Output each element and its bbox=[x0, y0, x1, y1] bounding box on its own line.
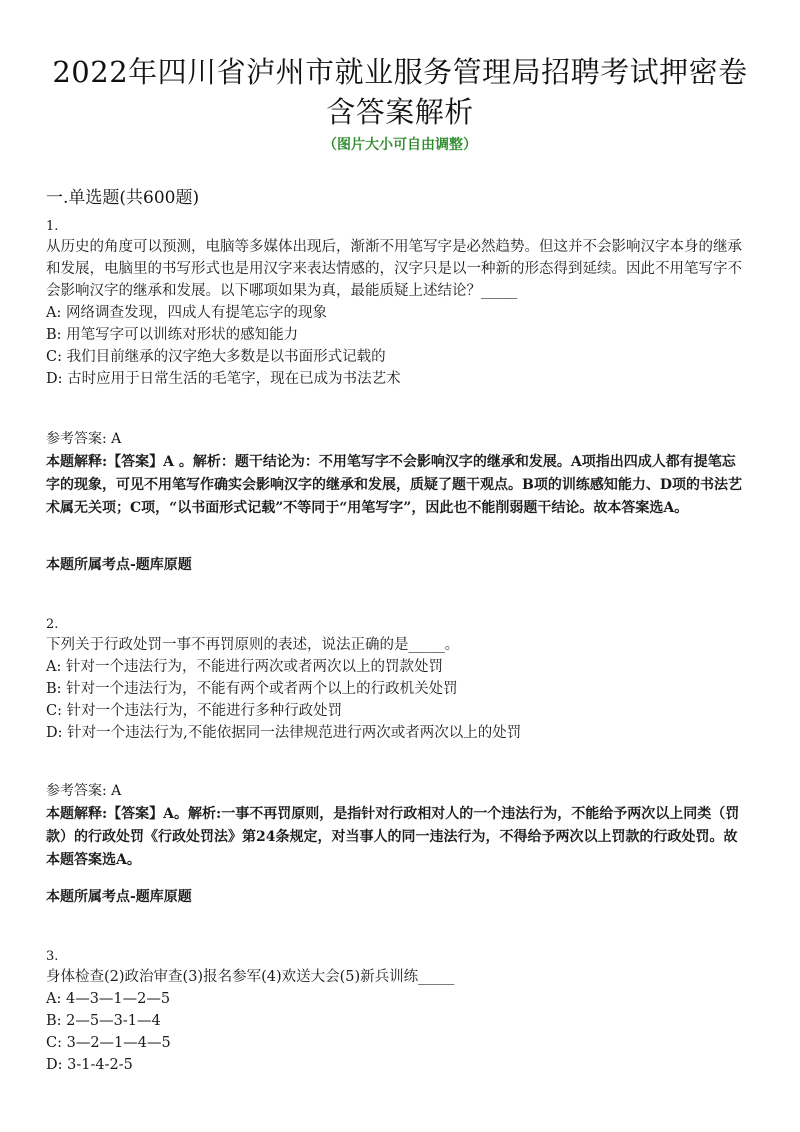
option-b: B: 用笔写字可以训练对形状的感知能力 bbox=[46, 327, 299, 343]
question-1 bbox=[46, 218, 746, 390]
question-3 bbox=[46, 948, 746, 1076]
option-c: C: 3—2—1—4—5 bbox=[46, 1035, 171, 1051]
answer-block-1 bbox=[46, 428, 746, 520]
option-a: A: 4—3—1—2—5 bbox=[46, 991, 171, 1007]
document-title-line-2: 含答案解析 bbox=[326, 95, 474, 129]
option-c: C: 针对一个违法行为，不能进行多种行政处罚 bbox=[46, 703, 343, 719]
question-number: 2. bbox=[46, 617, 59, 632]
question-number: 1. bbox=[46, 219, 59, 234]
answer-label: 参考答案: A bbox=[46, 783, 122, 799]
option-d: D: 针对一个违法行为,不能依据同一法律规范进行两次或者两次以上的处罚 bbox=[46, 725, 522, 741]
option-a: A: 针对一个违法行为，不能进行两次或者两次以上的罚款处罚 bbox=[46, 659, 443, 675]
option-d: D: 古时应用于日常生活的毛笔字，现在已成为书法艺术 bbox=[46, 371, 401, 387]
question-source: 本题所属考点-题库原题 bbox=[46, 889, 192, 905]
question-2 bbox=[46, 616, 746, 744]
option-a: A: 网络调查发现，四成人有提笔忘字的现象 bbox=[46, 305, 327, 321]
question-source: 本题所属考点-题库原题 bbox=[46, 557, 192, 573]
document-subtitle: （图片大小可自由调整） bbox=[323, 137, 477, 153]
answer-explanation: 本题解释:【答案】A。解析:一事不再罚原则，是指针对行政相对人的一个违法行为，不能给予两次以上同类（罚款）的行政处罚《行政处罚法》第24条规定，对当事人的同一违法行为，不得给予两次以上罚款的行政处罚。故本题答案选A。 bbox=[46, 806, 740, 868]
section-heading: 一.单选题(共600题) bbox=[46, 188, 200, 208]
question-stem: 下列关于行政处罚一事不再罚原则的表述，说法正确的是_____。 bbox=[46, 637, 460, 653]
option-b: B: 针对一个违法行为，不能有两个或者两个以上的行政机关处罚 bbox=[46, 681, 458, 697]
answer-block-2 bbox=[46, 780, 746, 872]
question-stem: 身体检查(2)政治审查(3)报名参军(4)欢送大会(5)新兵训练_____ bbox=[46, 969, 455, 985]
option-b: B: 2—5—3-1—4 bbox=[46, 1013, 161, 1029]
answer-explanation: 本题解释:【答案】A 。解析：题干结论为：不用笔写字不会影响汉字的继承和发展。A项指出四成人都有提笔忘字的现象，可见不用笔写作确实会影响汉字的继承和发展，质疑了题干观点。B项的训练感知能力、D项的书法艺术属无关项；C项，“以书面形式记载”不等同于“用笔写字”，因此也不能削弱题干结论。故本答案选A。 bbox=[46, 454, 742, 516]
document-title-line-1: 2022年四川省泸州市就业服务管理局招聘考试押密卷 bbox=[52, 55, 748, 89]
question-number: 3. bbox=[46, 949, 59, 964]
option-d: D: 3-1-4-2-5 bbox=[46, 1057, 133, 1073]
option-c: C: 我们目前继承的汉字绝大多数是以书面形式记载的 bbox=[46, 349, 386, 365]
answer-label: 参考答案: A bbox=[46, 431, 122, 447]
question-stem: 从历史的角度可以预测，电脑等多媒体出现后，渐渐不用笔写字是必然趋势。但这并不会影响汉字本身的继承和发展，电脑里的书写形式也是用汉字来表达情感的，汉字只是以一种新的形态得到延续。因此不用笔写字不会影响汉字的继承和发展。以下哪项如果为真，最能质疑上述结论？_____ bbox=[46, 239, 742, 299]
